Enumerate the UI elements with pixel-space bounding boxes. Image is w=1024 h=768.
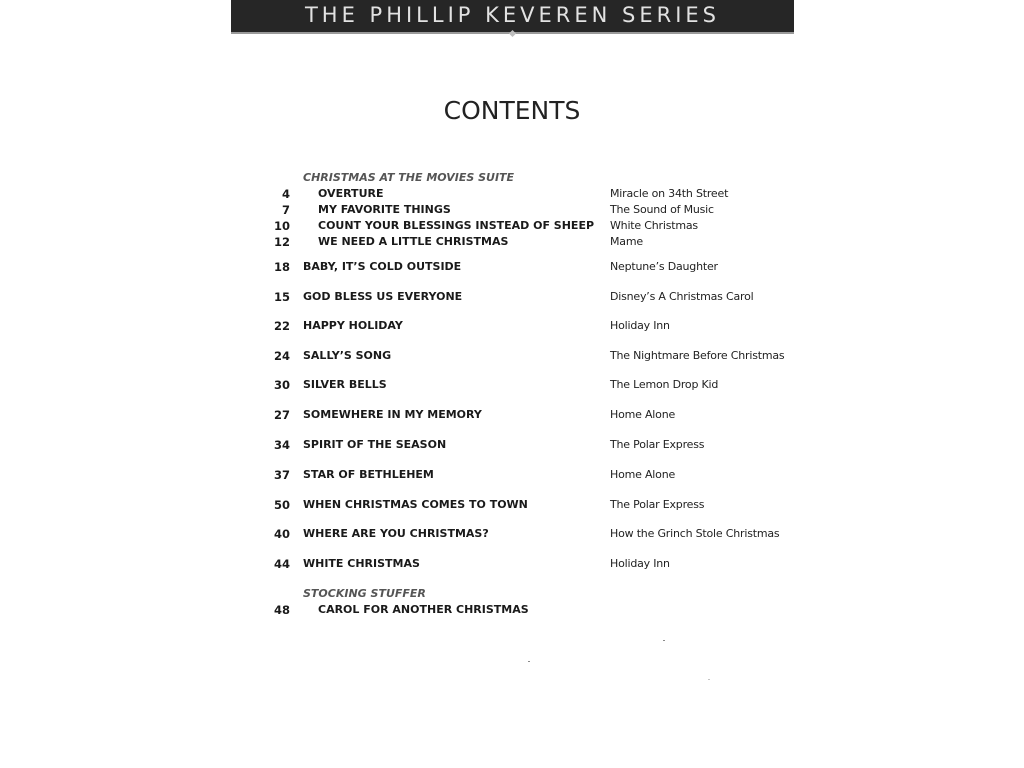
toc-entry xyxy=(0,408,1024,424)
toc-entry xyxy=(0,187,1024,203)
page-number: 37 xyxy=(273,468,290,482)
toc-entry xyxy=(0,468,1024,484)
toc-entry xyxy=(0,235,1024,251)
song-title: CAROL FOR ANOTHER CHRISTMAS xyxy=(318,603,529,616)
song-title: WHEN CHRISTMAS COMES TO TOWN xyxy=(303,498,528,511)
song-source: Neptune’s Daughter xyxy=(610,260,718,273)
stocking-heading: STOCKING STUFFER xyxy=(303,587,426,600)
song-title: STAR OF BETHLEHEM xyxy=(303,468,434,481)
toc-entry xyxy=(0,219,1024,235)
toc-entry xyxy=(0,603,1024,619)
song-title: MY FAVORITE THINGS xyxy=(318,203,451,216)
suite-heading: CHRISTMAS AT THE MOVIES SUITE xyxy=(303,171,515,184)
song-source: Disney’s A Christmas Carol xyxy=(610,290,754,303)
song-title: WE NEED A LITTLE CHRISTMAS xyxy=(318,235,509,248)
toc-entry xyxy=(0,290,1024,306)
song-source: The Polar Express xyxy=(610,438,705,451)
song-title: SALLY’S SONG xyxy=(303,349,392,362)
page-number: 44 xyxy=(273,557,290,571)
page-number: 4 xyxy=(281,187,290,201)
toc-entry xyxy=(0,319,1024,335)
song-source: White Christmas xyxy=(610,219,698,232)
page-number: 7 xyxy=(281,203,290,217)
toc-entry xyxy=(0,527,1024,543)
song-source: The Polar Express xyxy=(610,498,705,511)
page-number: 15 xyxy=(273,290,290,304)
page-number: 50 xyxy=(273,498,290,512)
page-number: 22 xyxy=(273,319,290,333)
song-source: Home Alone xyxy=(610,408,676,421)
song-title: COUNT YOUR BLESSINGS INSTEAD OF SHEEP xyxy=(318,219,595,232)
song-source: Miracle on 34th Street xyxy=(610,187,729,200)
song-title: SOMEWHERE IN MY MEMORY xyxy=(303,408,482,421)
song-source: The Sound of Music xyxy=(610,203,714,216)
toc-entry xyxy=(0,378,1024,394)
song-title: SILVER BELLS xyxy=(303,378,387,391)
banner-ornament xyxy=(509,30,516,37)
page-number: 24 xyxy=(273,349,290,363)
contents-title: CONTENTS xyxy=(443,96,581,125)
toc-entry xyxy=(0,260,1024,276)
toc-entry xyxy=(0,557,1024,573)
page-number: 10 xyxy=(273,219,290,233)
page-number: 48 xyxy=(273,603,290,617)
page-number: 30 xyxy=(273,378,290,392)
song-title: GOD BLESS US EVERYONE xyxy=(303,290,463,303)
song-title: OVERTURE xyxy=(318,187,384,200)
song-source: Holiday Inn xyxy=(610,557,670,570)
song-source: Mame xyxy=(610,235,643,248)
song-title: WHERE ARE YOU CHRISTMAS? xyxy=(303,527,489,540)
song-title: SPIRIT OF THE SEASON xyxy=(303,438,447,451)
series-banner xyxy=(231,0,794,34)
song-source: The Lemon Drop Kid xyxy=(610,378,719,391)
series-title: THE PHILLIP KEVEREN SERIES xyxy=(304,3,721,27)
song-title: HAPPY HOLIDAY xyxy=(303,319,403,332)
page-number: 18 xyxy=(273,260,290,274)
page-number: 27 xyxy=(273,408,290,422)
toc-entry xyxy=(0,498,1024,514)
song-title: WHITE CHRISTMAS xyxy=(303,557,420,570)
page-number: 12 xyxy=(273,235,290,249)
toc-entry xyxy=(0,438,1024,454)
toc-entry xyxy=(0,203,1024,219)
page-number: 40 xyxy=(273,527,290,541)
song-source: Holiday Inn xyxy=(610,319,670,332)
song-source: The Nightmare Before Christmas xyxy=(610,349,785,362)
song-title: BABY, IT’S COLD OUTSIDE xyxy=(303,260,462,273)
song-source: How the Grinch Stole Christmas xyxy=(610,527,780,540)
page-number: 34 xyxy=(273,438,290,452)
scan-speck xyxy=(663,640,665,641)
scan-speck xyxy=(528,661,530,662)
song-source: Home Alone xyxy=(610,468,676,481)
scan-speck xyxy=(708,679,710,680)
toc-entry xyxy=(0,349,1024,365)
